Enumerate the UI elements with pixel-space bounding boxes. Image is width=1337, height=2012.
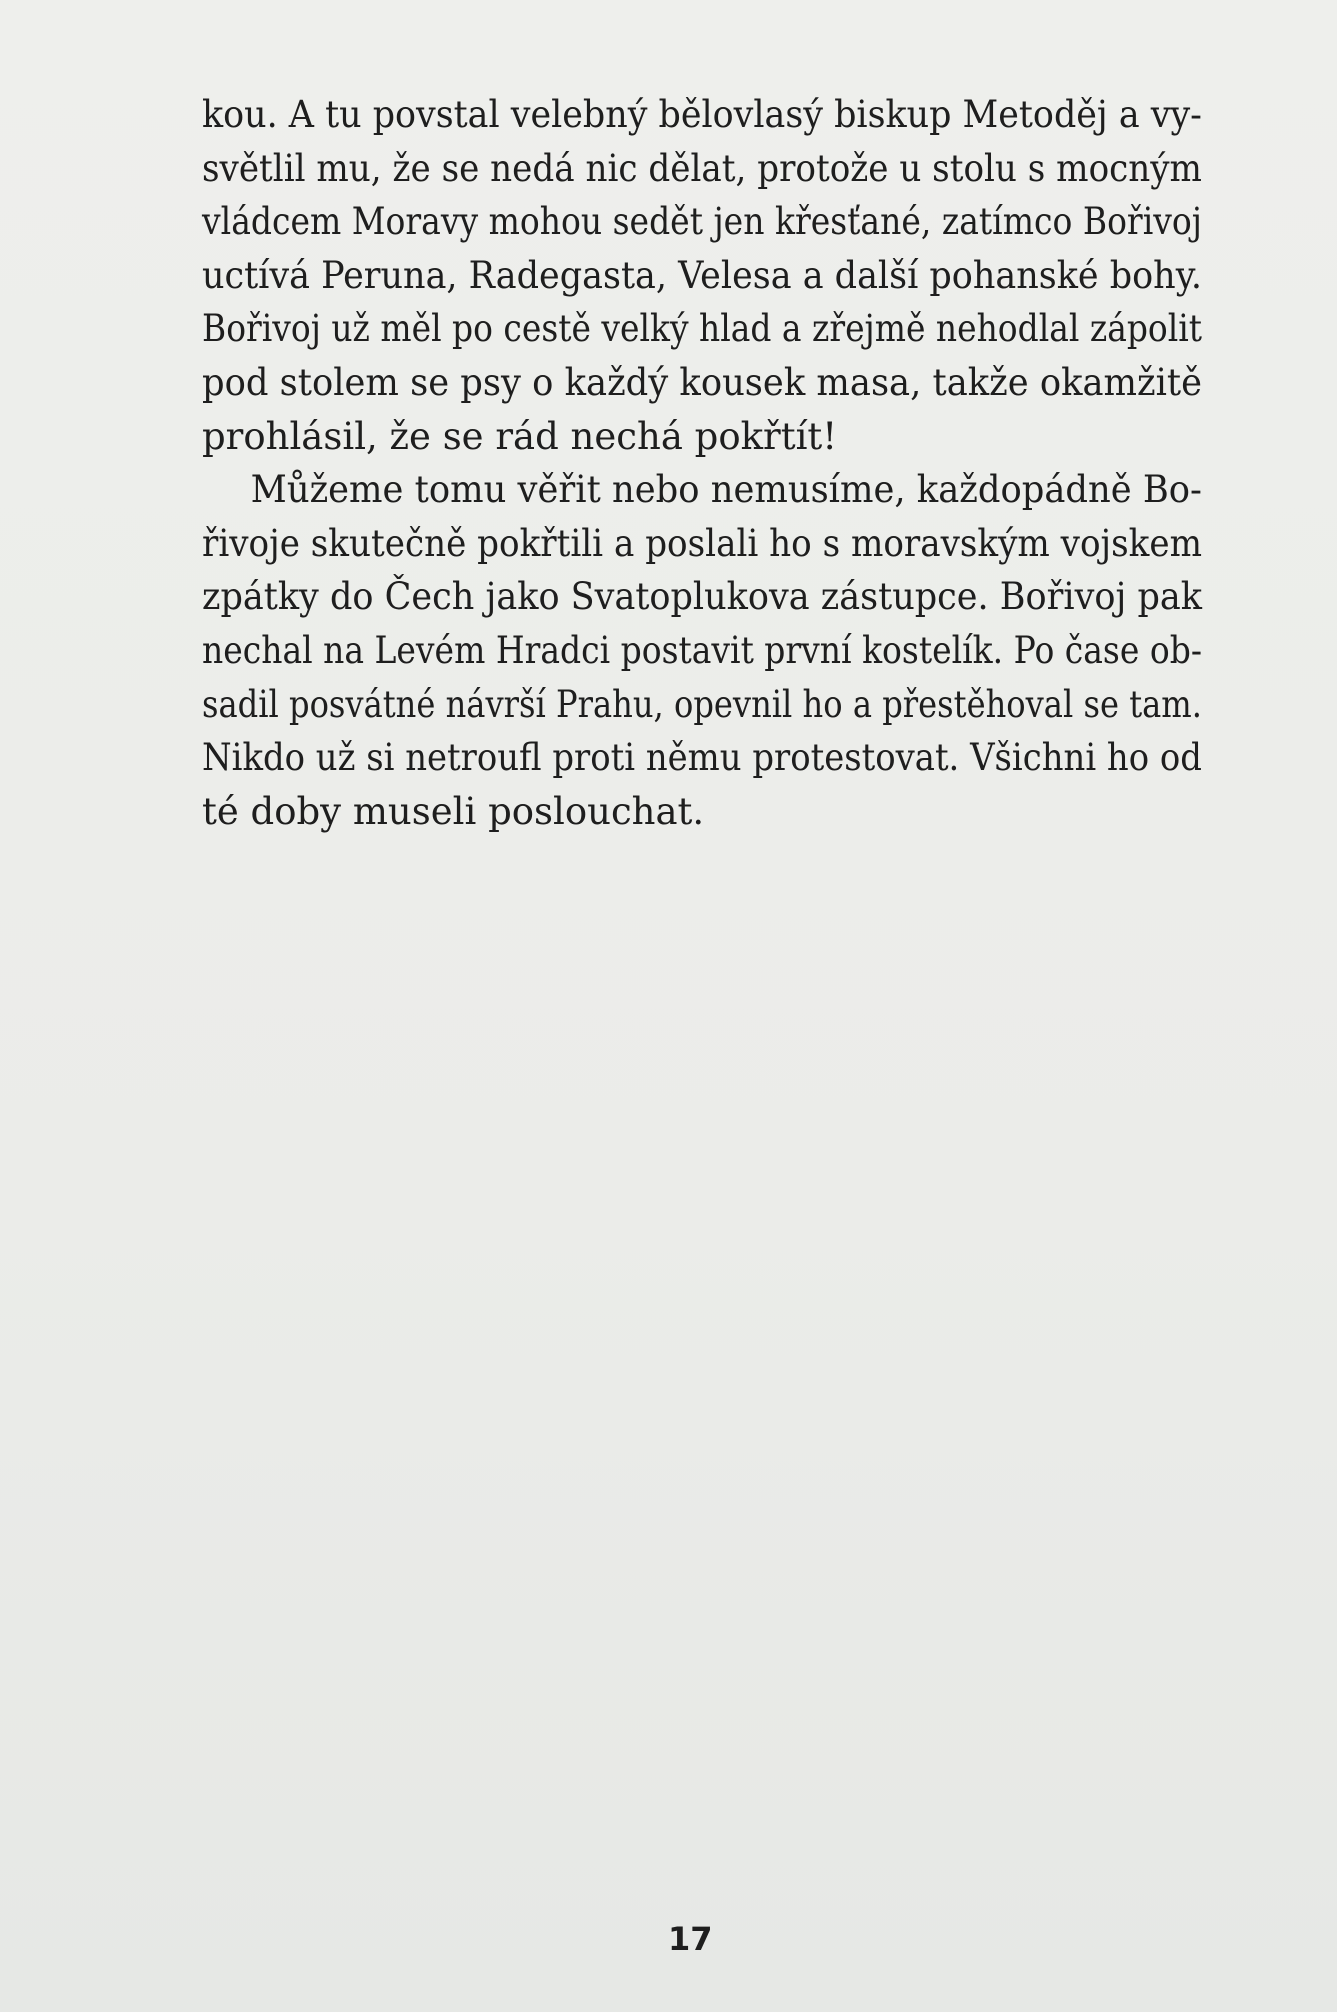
text-line: Bořivoj už měl po cestě velký hlad a zřejmě nehodlal zápolit xyxy=(202,307,1202,351)
text-line: světlil mu, že se nedá nic dělat, protože u stolu s mocným xyxy=(202,146,1202,190)
text-line: nechal na Levém Hradci postavit první kostelík. Po čase ob- xyxy=(202,628,1202,672)
text-line: kou. A tu povstal velebný bělovlasý biskup Metoděj a vy- xyxy=(202,93,1202,136)
page-number: 17 xyxy=(668,1920,713,1958)
text-line: té doby museli poslouchat. xyxy=(202,789,705,833)
text-line: prohlásil, že se rád nechá pokřtít! xyxy=(202,414,838,458)
text-line: řivoje skutečně pokřtili a poslali ho s moravským vojskem xyxy=(202,521,1202,565)
text-line-indent: Můžeme tomu věřit nebo nemusíme, každopádně Bo- xyxy=(250,468,1202,512)
text-line: sadil posvátné návrší Prahu, opevnil ho a přestěhoval se tam. xyxy=(202,682,1202,726)
text-line: Nikdo už si netroufl proti němu protestovat. Všichni ho od xyxy=(202,736,1202,780)
text-line: pod stolem se psy o každý kousek masa, takže okamžitě xyxy=(202,360,1202,404)
text-line: zpátky do Čech jako Svatoplukova zástupce. Bořivoj pak xyxy=(202,575,1202,619)
text-line: uctívá Peruna, Radegasta, Velesa a další pohanské bohy. xyxy=(202,253,1202,297)
body-text xyxy=(202,88,1202,838)
text-line: vládcem Moravy mohou sedět jen křesťané, zatímco Bořivoj xyxy=(202,200,1202,244)
